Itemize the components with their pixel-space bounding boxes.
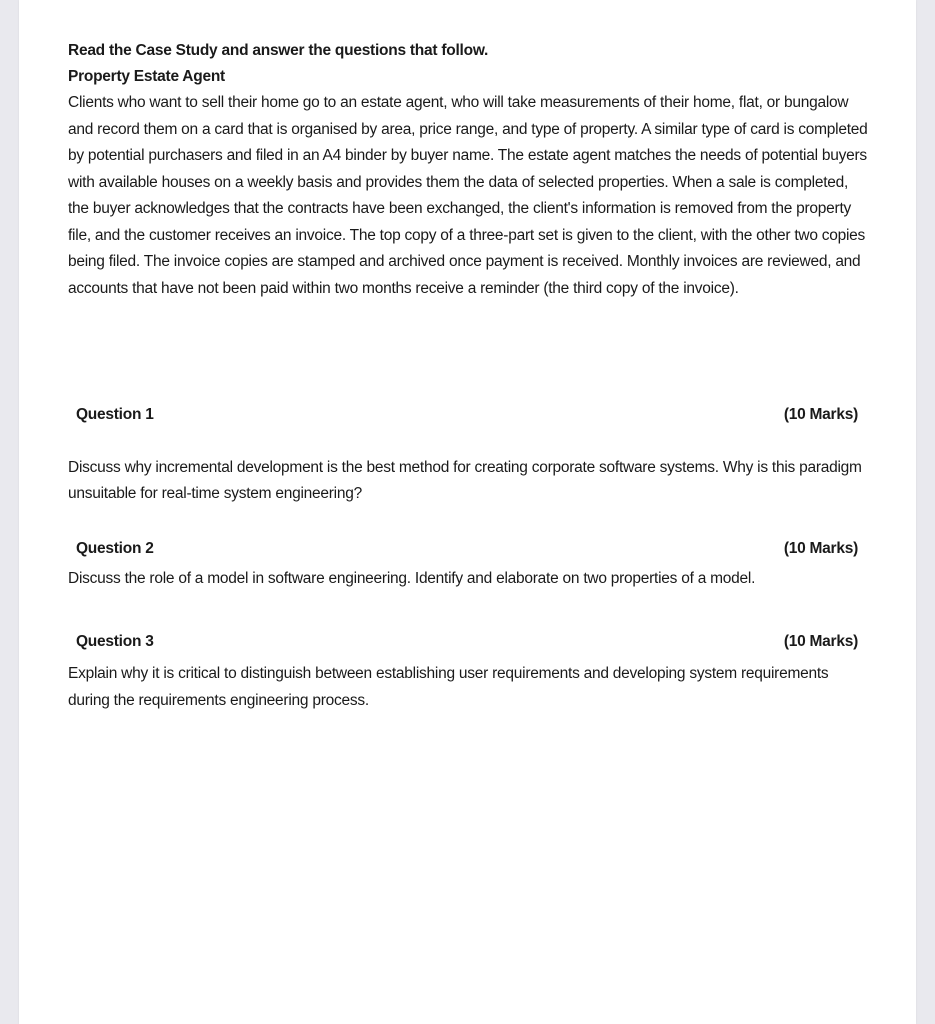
question-3-marks: (10 Marks) — [783, 632, 858, 650]
question-1-marks: (10 Marks) — [783, 406, 858, 423]
question-2-marks: (10 Marks) — [783, 539, 858, 557]
question-3-text: Explain why it is critical to distinguish between establishing user requirements and developing system requirements during the requirements engineering process. — [68, 665, 829, 709]
question-3-label: Question 3 — [76, 632, 154, 650]
case-study-title: Property Estate Agent — [68, 68, 225, 85]
instruction-heading: Read the Case Study and answer the questions that follow. — [68, 42, 489, 59]
question-2-header — [68, 536, 858, 563]
question-1-header — [68, 402, 858, 429]
question-2-text: Discuss the role of a model in software engineering. Identify and elaborate on two properties of a model. — [68, 570, 756, 587]
question-1-label: Question 1 — [76, 406, 154, 423]
question-1-text: Discuss why incremental development is the best method for creating corporate software systems. Why is this paradigm unsuitable for real-time system engineering? — [68, 458, 862, 502]
document-content — [68, 38, 868, 714]
question-3-header — [68, 629, 858, 656]
case-study-text: Clients who want to sell their home go to an estate agent, who will take measurements of their home, flat, or bungalow and record them on a card that is organised by area, price range, and type of property. A similar type of card is completed by potential purchasers and filed in an A4 binder by buyer name. The estate agent matches the needs of potential buyers with available houses on a weekly basis and provides them the data of selected properties. When a sale is completed, the buyer acknowledges that the contracts have been exchanged, the client's information is removed from the property file, and the customer receives an invoice. The top copy of a three-part set is given to the client, with the other two copies being filed. The invoice copies are stamped and archived once payment is received. Monthly invoices are reviewed, and accounts that have not been paid within two months receive a reminder (the third copy of the invoice). — [68, 94, 868, 297]
question-2-label: Question 2 — [76, 539, 154, 557]
document-page — [19, 0, 916, 1024]
